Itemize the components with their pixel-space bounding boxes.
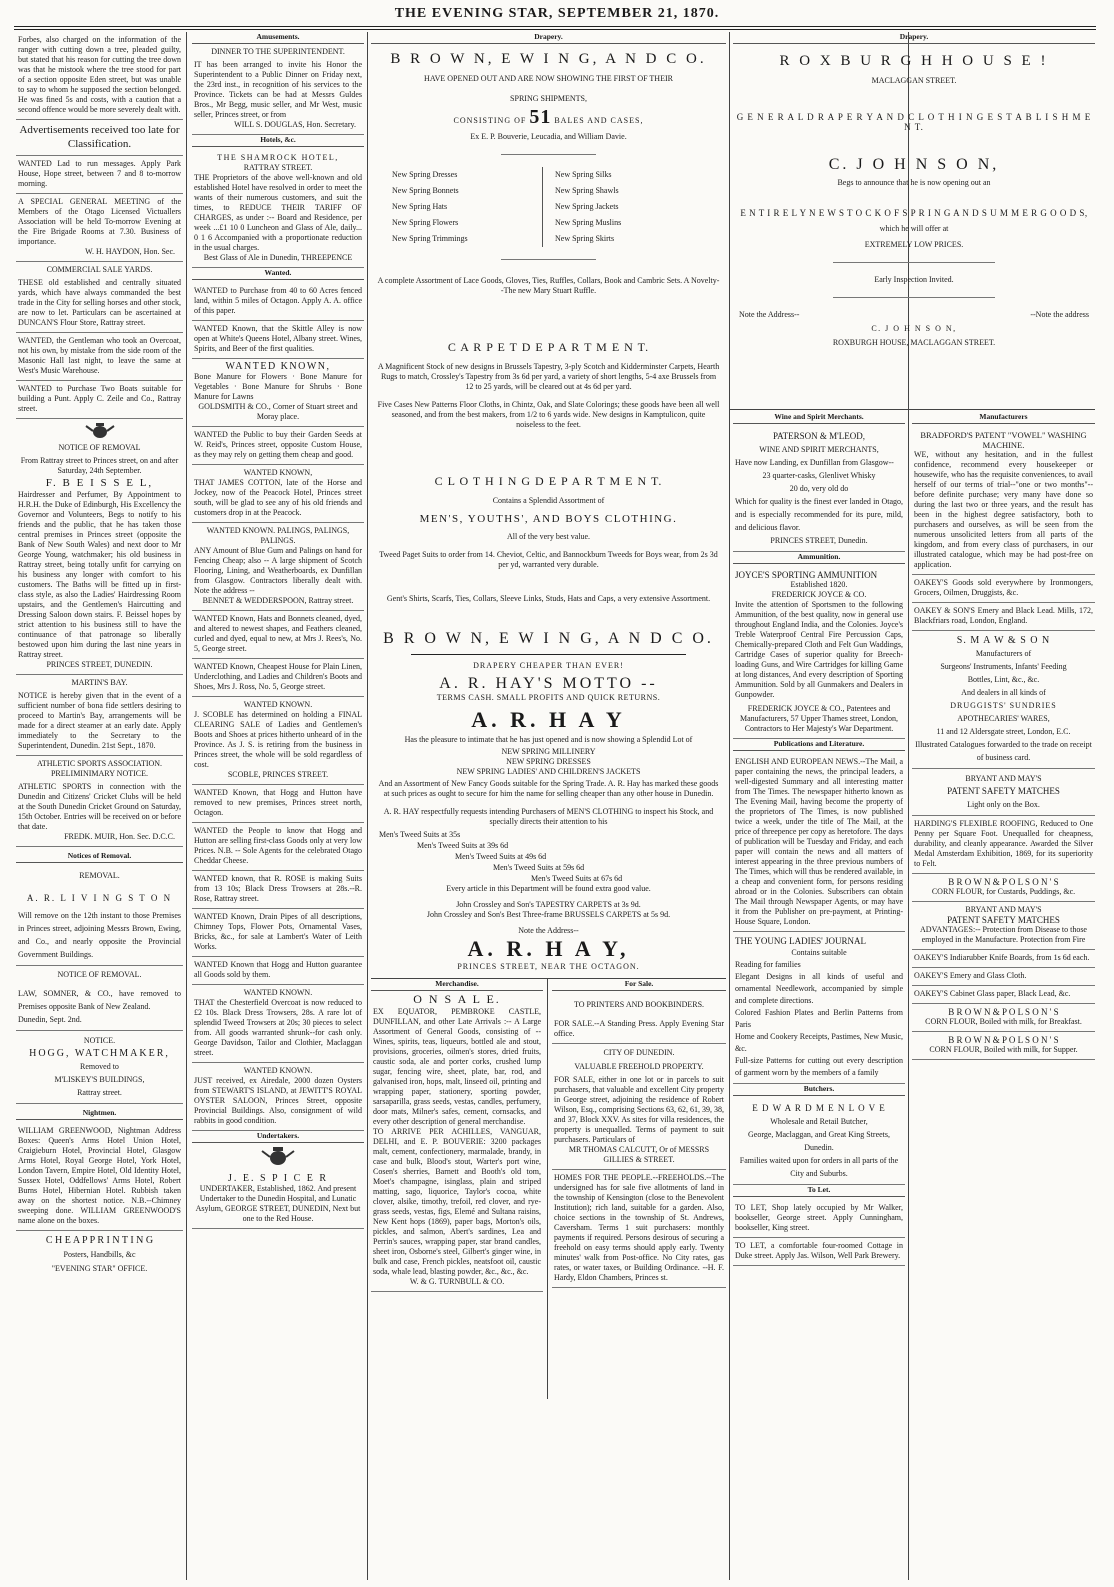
ad-forsale (552, 1170, 726, 1288)
ad-wanted (192, 823, 364, 871)
ad-text: OAKEY'S Emery and Glass Cloth. (914, 971, 1027, 980)
ad-text: A SPECIAL GENERAL MEETING of the Members of the Otago Licensed Victuallers Association will be held To-morrow Evening at the Fire Brigade Rooms at 7.30. Business of importance. (18, 197, 181, 246)
ad-title: WANTED KNOWN. PALINGS, PALINGS, PALINGS. (206, 526, 350, 545)
ad-text: NOTICE is hereby given that in the event of a sufficient number of bona fide settlers desiring to proceed to Martin's Bay, arrangements will be made for a direct steamer at an early date. Apply immediately to the Secretary to the Superintendent, Dunedin. 21st Sept., 1870. (18, 691, 181, 750)
ad-text: ATHLETIC SPORTS in connection with the Dunedin and Citizens' Cricket Clubs will be held at the South Dunedin Cricket Ground on Saturday, 15th October. Entries will be received on or before that date. (18, 782, 181, 831)
ad-text: WANTED to Purchase from 40 to 60 Acres fenced land, within 5 miles of Octagon. Apply A. A. office of this paper. (194, 286, 362, 315)
ad-title: NOTICE. (83, 1036, 116, 1045)
ad-wanted (192, 697, 364, 785)
ad-text: WANTED Known, Hats and Bonnets cleaned, dyed, and altered to newest shapes, and Feathers cleaned, curled and dyed, equal to new, at Mrs J. Rees's, No. 5, George street. (194, 614, 362, 653)
news-text: Forbes, also charged on the information of the ranger with cutting down a tree, pleaded guilty, but stated that his reason for cutting the tree down was that he mistook where the tree stood for part of a section opposite Eden street, but was unable to say to whom he supposed the section belonged. He was fined 5s and costs, with a caution that a second offence would be more severely dealt with. (18, 35, 181, 114)
divider (411, 654, 686, 655)
spring-list-left (392, 167, 543, 247)
ad-text: THAT JAMES COTTON, late of the Horse and Jockey, now of the Peacock Hotel, Princes street south, will be glad to see any of his old friends and customers drop in at the Peacock. (194, 478, 362, 517)
bec-title: B R O W N, E W I N G, A N D C O. (390, 51, 707, 67)
rh-line: ROXBURGH HOUSE, MACLAGGAN STREET. (832, 338, 996, 347)
ad-signature: W. & G. TURNBULL & CO. (409, 1277, 505, 1286)
ad-title: E D W A R D M E N L O V E (752, 1103, 886, 1113)
hay-text: Has the pleasure to intimate that he has just opened and is now showing a Splendid Lot of (404, 735, 693, 744)
rh-line: --Note the address (1030, 310, 1089, 319)
rh-line: C. J O H N S O N, (871, 324, 957, 333)
csy-title: COMMERCIAL SALE YARDS. (46, 265, 153, 274)
ad-title: C H E A P P R I N T I N G (45, 1235, 154, 1246)
ad-text: Bottles, Lint, &c., &c. (967, 675, 1040, 684)
ad-hogg (16, 1031, 183, 1104)
ad-signature: W. H. HAYDON, Hon. Sec. (85, 247, 175, 256)
ad-title: WANTED KNOWN. (243, 988, 313, 997)
athletic-title: ATHLETIC SPORTS ASSOCIATION. (36, 759, 163, 768)
ad-text: WANTED Known, Drain Pipes of all descriptions, Chimney Tops, Flower Pots, Ornamental Vases, Bricks, &c., for sale at Lambert's Water of Leith Works. (194, 912, 362, 951)
ad-wanted (192, 871, 364, 909)
ad-text: APOTHECARIES' WARES, (957, 714, 1050, 723)
ad-title: B R O W N & P O L S O N ' S (948, 1007, 1059, 1017)
spring-item: New Spring Muslins (555, 218, 622, 227)
section-header: Merchandise. (371, 979, 543, 991)
column-5 (912, 412, 1095, 1580)
ad-text: LAW, SOMNER, & CO., have removed to Premises opposite Bank of New Zealand. (18, 989, 181, 1011)
ad-martins-bay (16, 688, 183, 756)
ad-wanted (192, 321, 364, 359)
ad-cheap-printing (16, 1231, 183, 1276)
ad-tolet (733, 1238, 905, 1266)
ad-text: Light only on the Box. (967, 800, 1040, 809)
rh-line: MACLAGGAN STREET. (871, 76, 957, 85)
ad-wanted (192, 785, 364, 823)
ad-signature: MR THOMAS CALCUTT, Or of MESSRS GILLIES & STREET. (568, 1145, 710, 1164)
spring-list (371, 167, 726, 247)
ad-text: Illustrated Catalogues forwarded to the trade on receipt of business card. (915, 740, 1092, 762)
ad-wanted (192, 523, 364, 611)
ad-signature: BENNET & WEDDERSPOON, Rattray street. (202, 596, 354, 605)
ad-text: WANTED Known, that Hogg and Hutton have removed to new premises, Princes street north, Octagon. (194, 788, 362, 817)
ad-victuallers (16, 194, 183, 262)
ad-oakey (912, 575, 1095, 603)
column-rule (186, 32, 187, 1580)
martins-title: MARTIN'S BAY. (71, 678, 128, 687)
ad-text: JUST received, ex Airedale, 2000 dozen Oysters from STEWART'S ISLAND, at JEWITT'S ROYAL OYSTER SALOON, Princes Street, opposite Provincial Buildings. Also, consignment of wild rabbits in good condition. (194, 1076, 362, 1125)
hay-name: A. R. H A Y, (467, 936, 630, 961)
ad-brown-polson (912, 874, 1095, 902)
ad-title: WANTED KNOWN. (243, 1066, 313, 1075)
ad-brown-polson (912, 1032, 1095, 1060)
section-header: Notices of Removal. (16, 851, 183, 863)
ad-wanted (192, 611, 364, 659)
ad-text: Posters, Handbills, &c (63, 1250, 136, 1259)
section-header: Manufacturers (912, 412, 1095, 424)
ad-text: FREDERICK JOYCE & CO. (771, 590, 867, 599)
ad-joyce (733, 567, 905, 739)
ad-text: HARDING'S FLEXIBLE ROOFING, Reduced to One Penny per Square Foot. Unequalled for cheapness, durability, and cleanly appearance. Awarded the Silver Medal Amsterdam Exhibition, 1869, for its superiority to Felt. (914, 819, 1093, 868)
ad-title: JOYCE'S SPORTING AMMUNITION (735, 570, 878, 580)
ad-text: Manufacturers of (975, 649, 1032, 658)
ad-text: WANTED Known, that the Skittle Alley is now open at White's Queens Hotel, Albany street. Wines, Spirits, and Beer of the first qualities. (194, 324, 362, 353)
royal-crest-icon (83, 422, 117, 440)
column-2 (192, 32, 364, 1580)
removal-title: NOTICE OF REMOVAL (58, 443, 141, 452)
column-rule (367, 32, 368, 1580)
ad-text: ADVANTAGES:-- Protection from Disease to those employed in the Manufacture. Protection from Fire (920, 925, 1087, 944)
ad-title: S. M A W & S O N (956, 635, 1051, 646)
spring-item: New Spring Bonnets (392, 186, 459, 195)
ad-wanted (192, 465, 364, 523)
section-header: Drapery. (733, 32, 1095, 44)
ad-text: TO LET, a comfortable four-roomed Cottage in Duke street. Apply Jas. Wilson, Well Park Brewery. (735, 1241, 903, 1260)
ad-beissel (16, 453, 183, 675)
hay-text: NEW SPRING LADIES' AND CHILDREN'S JACKETS (456, 767, 641, 776)
carpet-text: Five Cases New Patterns Floor Cloths, in Chintz, Oak, and Slate Colorings; these goods have been all well seasoned, and from the best makers, from 1/2 to 6 yards wide. New designs in Kamptulicon, quite noiseless to the feet. (377, 400, 720, 429)
cj-title: C. J O H N S O N, (828, 156, 1000, 173)
fs-subtitle: VALUABLE FREEHOLD PROPERTY. (574, 1062, 704, 1071)
ad-onsale (371, 1004, 543, 1292)
hay-text: And an Assortment of New Fancy Goods suitable for the Spring Trade. A. R. Hay has marked these goods at such prices as ought to secure for him the name for selling cheaper than any other house in Dunedin. (378, 779, 719, 798)
royal-crest-icon (258, 1146, 298, 1168)
ad-text: WANTED to Purchase Two Boats suitable for building a Punt. Apply C. Zeile and Co., Rattray street. (18, 384, 181, 413)
ad-text: Wholesale and Retail Butcher, (770, 1117, 868, 1126)
ad-mail (733, 754, 905, 932)
ad-text: 23 quarter-casks, Glenlivet Whisky (762, 471, 876, 480)
removal-heading: REMOVAL. (79, 871, 120, 880)
suit-price: Men's Tweed Suits at 39s 6d (417, 841, 509, 850)
ad-text: FREDERICK JOYCE & CO., Patentees and Manufacturers, 57 Upper Thames street, London, Contractors to Her Majesty's War Department. (739, 704, 899, 733)
dinner-title: DINNER TO THE SUPERINTENDENT. (211, 47, 345, 56)
ad-address: PRINCES STREET, DUNEDIN. (46, 660, 153, 669)
spring-item: New Spring Hats (392, 202, 448, 211)
suit-price: Men's Tweed Suits at 59s 6d (493, 863, 585, 872)
spring-item: New Spring Flowers (392, 218, 459, 227)
ad-text: Surgeons' Instruments, Infants' Feeding (940, 662, 1067, 671)
ad-oakey (912, 986, 1095, 1004)
hay-name: A. R. H A Y (471, 707, 626, 732)
ad-text: M'LISKEY'S BUILDINGS, (54, 1075, 145, 1084)
rh-line: G E N E R A L D R A P E R Y A N D C L O T H I N G E S T A B L I S H M E N T. (736, 112, 1092, 132)
ad-signature: WILL S. DOUGLAS, Hon. Secretary. (234, 120, 356, 129)
ad-signature: GOLDSMITH & CO., Corner of Stuart street and Moray place. (198, 402, 358, 421)
ad-text: WANTED known, that R. ROSE is making Suits from 13 10s; Black Dress Trowsers at 28s.--R. Rose, Rattray street. (194, 874, 362, 903)
ad-text: Will remove on the 12th instant to those Premises in Princes street, adjoining Messrs Brown, Ewing, and Co., and nearly opposite the Provincial Government Buildings. (18, 911, 181, 959)
spring-item: New Spring Silks (555, 170, 612, 179)
clothing-text: Contains a Splendid Assortment of (492, 496, 605, 505)
address-note (733, 310, 1095, 320)
divider (501, 154, 596, 155)
ad-title: PATENT SAFETY MATCHES (947, 786, 1060, 796)
ad-sale-yards (16, 275, 183, 333)
ad-text: RATTRAY STREET. (243, 163, 313, 172)
ad-text: Bone Manure for Flowers · Bone Manure for Vegetables · Bone Manure for Shrubs · Bone Manure for Lawns (194, 372, 362, 401)
section-header: Drapery. (371, 32, 726, 44)
suit-price: Men's Tweed Suits at 67s 6d (531, 874, 623, 883)
divider (833, 297, 995, 298)
roxburgh-block (733, 32, 1095, 412)
hogg-name: HOGG, WATCHMAKER, (29, 1048, 170, 1059)
suit-price: Men's Tweed Suits at 49s 6d (455, 852, 547, 861)
suits-list (371, 829, 726, 884)
section-header: Publications and Literature. (733, 739, 905, 751)
news-paragraph (16, 32, 183, 120)
ad-text: Contains suitable (791, 948, 847, 957)
ad-brown-polson (912, 1004, 1095, 1032)
ad-wanted (192, 985, 364, 1063)
ad-text: HOMES FOR THE PEOPLE.--FREEHOLDS.--The undersigned has for sale five allotments of land in the township of Kensington (close to the Benevolent Institution); rich land, suitable for a garden. Also, choice sections in the township of St. Andrews, Caversham. Terms 1 suit purchasers: monthly payments if required. Persons desirous of securing a freehold on easy terms should apply early. Twenty minutes' walk from Post-office. No City rates, gas rates, or water taxes, or Building Ordinance. --H. F. Hardy, Eldon Chambers, Princes st. (554, 1173, 724, 1282)
ad-oakey (912, 950, 1095, 968)
ad-title: WANTED KNOWN, (225, 361, 331, 372)
rh-line: Begs to announce that he is now opening out an (837, 178, 991, 187)
onsale-title: O N S A L E. (413, 992, 501, 1006)
carpet-title: C A R P E T D E P A R T M E N T. (447, 340, 650, 354)
ad-text: FOR SALE.--A Standing Press. Apply Evening Star office. (554, 1019, 724, 1038)
lace-text: A complete Assortment of Lace Goods, Gloves, Ties, Ruffles, Collars, Book and Cambric Sets. A Novelty--The new Mary Stuart Ruffle. (377, 276, 720, 295)
ad-dinner (192, 57, 364, 135)
ad-title: WANTED KNOWN. (243, 700, 313, 709)
ad-text: 20 do, very old do (789, 484, 849, 493)
spring-item: New Spring Trimmings (392, 234, 468, 243)
section-header: Wine and Spirit Merchants. (733, 412, 905, 424)
ad-oakey (912, 603, 1095, 631)
section-header: For Sale. (552, 979, 726, 991)
section-header: Hotels, &c. (192, 135, 364, 147)
ad-title: BRYANT AND MAY'S (965, 774, 1042, 783)
fs-title: TO PRINTERS AND BOOKBINDERS. (573, 1000, 705, 1009)
ad-shamrock (192, 150, 364, 268)
column-1 (16, 32, 183, 1580)
suit-price: Men's Tweed Suits at 35s (379, 830, 461, 839)
ad-text: Have now Landing, ex Dunfillan from Glasgow-- (735, 458, 894, 467)
bec-line: SPRING SHIPMENTS, (510, 94, 587, 103)
ad-signature: SCOBLE, PRINCES STREET. (227, 770, 329, 779)
ad-title: WANTED KNOWN, (243, 468, 313, 477)
ad-text: ANY Amount of Blue Gum and Palings on hand for Fencing Cheap; also -- A large shipment of Scotch Flooring, Lining, and Weatherboards, ex Dunfillan from Glasgow. Contractors liberally dealt with. Note the address -- (194, 546, 362, 595)
livingston-name: A. R. L I V I N G S T O N (26, 893, 173, 903)
ad-text: FOR SALE, either in one lot or in parcels to suit purchasers, that valuable and excellent City property in George street, adjoining the residence of Robert Wilson, Esq., comprising Sections 63, 62, 61, 39, 38, and 37, Block XXV. As sites for villa residences, the property is unequalled. Terms of payment to suit purchasers. Particulars of (554, 1075, 724, 1144)
section-header: Wanted. (192, 268, 364, 280)
ad-athletic (16, 779, 183, 847)
ad-text: J. SCOBLE has determined on holding a FINAL CLEARING SALE of Ladies and Gentlemen's Boots and Shoes at prices hitherto unheard of in the Province. As J. S. is retiring from the business in Princes street, the whole will be sold regardless of cost. (194, 710, 362, 769)
ad-title: THE SHAMROCK HOTEL, (217, 153, 339, 162)
ad-text: UNDERTAKER, Established, 1862. And present Undertaker to the Dunedin Hospital, and Lunatic Asylum, GEORGE STREET, DUNEDIN, Next but one to the Red House. (195, 1184, 361, 1223)
section-header: Ammunition. (733, 552, 905, 564)
ad-text: OAKEY'S Goods sold everywhere by Ironmongers, Grocers, Oilmen, Druggists, &c. (914, 578, 1093, 597)
ad-wanted (192, 427, 364, 465)
ad-text: Reading for families (735, 960, 801, 969)
ad-wanted (192, 359, 364, 427)
ad-livingston (16, 889, 183, 966)
bec-signature: B R O W N, E W I N G, A N D C O. (383, 630, 714, 647)
ad-text: CORN FLOUR, Boiled with milk, for Breakfast. (925, 1017, 1082, 1026)
ad-law-somner (16, 984, 183, 1031)
ad-oakey (912, 968, 1095, 986)
ad-text: OAKEY'S Indiarubber Knife Boards, from 1s 6d each. (914, 953, 1090, 962)
nor-title: NOTICE OF REMOVAL. (57, 970, 142, 979)
clothing-text: All of the very best value. (506, 532, 591, 541)
ad-text: ENGLISH AND EUROPEAN NEWS.--The Mail, a paper containing the news, the principal leaders, a well-digested Summary and all interesting matter from The Times. The newspaper hitherto known as The Evening Mail, having become the property of the proprietors of The Times, is now published twice a week, under the title of The Mail, at the price of threepence per copy as heretofore. The days of publication will be Tuesday and Friday, and each paper will contain the news and all matters of interest appearing in the three previous numbers of The Times, which will thus be rendered available, in a cheap and convenient form, for persons residing abroad or in the Colonies. Subscribers can obtain The Mail through Newspaper Agents, or may have it from the Publisher on pre-payment, at Printing-House Square, London. (735, 757, 903, 926)
spring-item: New Spring Shawls (555, 186, 619, 195)
ad-forsale (552, 1016, 726, 1044)
ad-text: Established 1820. (790, 580, 848, 589)
spring-list-right (555, 167, 705, 247)
column-4 (733, 412, 905, 1580)
ad-text: And dealers in all kinds of (961, 688, 1046, 697)
ad-text: IT has been arranged to invite his Honor the Superintendent to a Public Dinner on Friday next, the 23rd inst., in recognition of his services to the Province. Tickets can be had at Messrs Guldes Bros., Mr Begg, music seller, and Mr West, music seller, Princes street, or from (194, 60, 362, 119)
section-header: Amusements. (192, 32, 364, 44)
ad-text: CORN FLOUR, for Custards, Puddings, &c. (931, 887, 1076, 896)
ad-text: THE Proprietors of the above well-known and old established Hotel have resolved in order to meet the wants of their numerous customers, and suit the times, to REDUCE THEIR TARIFF OF CHARGES, as under :-- Board and Residence, per week ...£1 10 0 Luncheon and Glass of Ale, daily... 0 1 6 Accompanied with a proportionate reduction in the usual charges. (194, 173, 362, 252)
ad-menlove (733, 1099, 905, 1185)
ad-text: DRUGGISTS' SUNDRIES (950, 701, 1057, 710)
clothing-title: C L O T H I N G D E P A R T M E N T. (434, 474, 663, 488)
carpet-text: A Magnificent Stock of new designs in Brussels Tapestry, 3-ply Scotch and Kidderminster Carpets, Hearth Rugs to match, Crossley's Tapestry from 3s 6d per yard, a variety of short lengths, 5-4 axe Brussels from 12 to 25 yards, will be cleared out at 4s 6d per yard. (377, 362, 720, 391)
rh-line: E N T I R E L Y N E W S T O C K O F S P R I N G A N D S U M M E R G O O D S, (740, 208, 1088, 218)
ad-title: B R O W N & P O L S O N ' S (948, 877, 1059, 887)
rh-title: R O X B U R G H H O U S E ! (779, 53, 1049, 69)
clothing-text: Tweed Paget Suits to order from 14. Cheviot, Celtic, and Bannockburn Tweeds for Boys wear, from 2s 3d per yd, warranted very durable. (379, 550, 718, 569)
rh-line: which he will offer at (879, 224, 949, 233)
hay-text: NEW SPRING DRESSES (506, 757, 591, 766)
ad-wanted (192, 957, 364, 985)
ad-bradford (912, 427, 1095, 575)
hay-text: John Crossley and Son's TAPESTRY CARPETS at 3s 9d. (456, 900, 641, 909)
beissel-name: F. B E I S S E L, (45, 477, 154, 489)
spring-item: New Spring Jackets (555, 202, 619, 211)
ad-text: THESE old established and centrally situated yards, which have always commanded the best trade in the City for selling horses and other stock, are now to let. Particulars can be ascertained at DUNCAN'S Flour Store, Rattray street. (18, 278, 181, 327)
ad-text: Removed to (80, 1062, 119, 1071)
ad-wanted (192, 283, 364, 321)
hay-text: NEW SPRING MILLINERY (501, 747, 596, 756)
hay-text: A. R. HAY respectfully requests intending Purchasers of MEN'S CLOTHING to inspect his Stock, and specially directs their attention to his (383, 807, 714, 826)
ad-text: Which for quality is the finest ever landed in Otago, and is especially recommended for its pure, mild, and delicious flavor. (735, 497, 903, 532)
ad-text: WILLIAM GREENWOOD, Nightman Address Boxes: Queen's Arms Hotel Union Hotel, Craigieburn Hotel, Provincial Hotel, Glasgow Arms Hotel, Royal George Hotel, York Hotel, London Tavern, Empire Hotel, Old Identity Hotel, Sussex Hotel, Oddfellows' Arms Hotel, Robert Burns Hotel, Hibernian Hotel. Rubbish taken away on the shortest notice. N.B.--Chimney sweeping done. WILLIAM GREENWOOD'S name alone on the boxes. (18, 1126, 181, 1225)
ad-text: George, Maclaggan, and Great King Streets, Dunedin. (747, 1130, 891, 1152)
ad-text: "EVENING STAR" OFFICE. (51, 1264, 148, 1273)
ad-text: Colored Fashion Plates and Berlin Patterns from Paris (735, 1008, 903, 1029)
ad-greenwood (16, 1123, 183, 1231)
ad-forsale (552, 1072, 726, 1170)
ad-text: WANTED Known, Cheapest House for Plain Linen, Underclothing, and Ladies and Children's Boots and Shoes, Mrs J. Ross, No. 5, George street. (194, 662, 362, 691)
divider (833, 262, 995, 263)
ad-text: Hairdresser and Perfumer, By Appointment to H.R.H. the Duke of Edinburgh, His Excellency the Governor and Volunteers, Begs to notify to his friends and the public, that he has taken those central premises in Princes street (opposite the Bank of New South Wales) and next door to Mr George Young, watchmaker; his old business in Rattray street, being totally unfit for carrying on his business any longer with comfort to his customers. The Baths will be fitted up in first-class style, as also the Ladies' Hairdressing Room upstairs, and the Gentlemen's Haircutting and Dressing Saloon down stairs. F. Beissel hopes by strict attention to his business still to have the continuance of that patronage so liberally bestowed upon him during the last nine years in Rattray street. (18, 490, 181, 659)
spring-item: New Spring Skirts (555, 234, 615, 243)
ad-text: WANTED Lad to run messages. Apply Park House, Hope street, between 7 and 8 to-morrow morning. (18, 159, 181, 188)
hay-motto: A. R. HAY'S MOTTO -- (439, 675, 658, 692)
ad-text: Home and Cookery Receipts, Pastimes, New Music, &c. (735, 1032, 903, 1053)
ad-title: B R O W N & P O L S O N ' S (948, 1035, 1059, 1045)
block-rule (729, 409, 1095, 410)
ad-text: WANTED the Public to buy their Garden Seeds at W. Reid's, Princes street, opposite Custom House, as they may rely on getting them cheap and good. (194, 430, 362, 459)
ad-harding (912, 816, 1095, 874)
ad-text: PRINCES STREET, Dunedin. (770, 536, 868, 545)
ad-text: OAKEY'S Cabinet Glass paper, Black Lead, &c. (914, 989, 1071, 998)
ad-spicer (192, 1171, 364, 1229)
forsale-column (547, 979, 726, 1399)
hay-address: PRINCES STREET, NEAR THE OCTAGON. (457, 962, 640, 971)
ad-boats (16, 381, 183, 419)
ad-title: PATERSON & M'LEOD, (772, 431, 866, 441)
rh-line: Note the Address-- (739, 310, 800, 319)
ad-title: PATENT SAFETY MATCHES (947, 915, 1060, 925)
ad-text: Invite the attention of Sportsmen to the following Ammunition, of the best quality, now in general use throughout England India, and the Colonies. Joyce's Treble Waterproof Central Fire Percussion Caps, Chemically-prepared Cloth and Felt Gun Waddings, Cartridge Cases of superior quality for Breech-loading Guns, and Wire Cartridges for killing Game at long distances, And every description of Sporting Ammunition. Sold by all Gunmakers and Dealers in Gunpowder. (735, 600, 903, 699)
ad-text: WANTED Known that Hogg and Hutton guarantee all Goods sold by them. (194, 960, 362, 979)
bec-count: 51 (529, 106, 552, 128)
ad-lad (16, 156, 183, 194)
ad-text: Rattray street. (77, 1088, 122, 1097)
lower-section (371, 978, 726, 1399)
ad-text: 11 and 12 Aldersgate street, London, E.C. (936, 727, 1071, 736)
ad-text: WE, without any hesitation, and in the fullest confidence, recommend every housekeeper or housewife, who has the requisite conveniences, to avail herself of our terms of trial--"one or two months"--before definite purchase; very many have done so during the last two or three years, and the result has been in the highest degree satisfactory, both to purchasers and ourselves, as will be seen from the numerous unsolicited letters from all parts of the kingdom, and from every class of purchasers, in our illustrated catalogue, which may be had post-free on application. (914, 450, 1093, 569)
bec-line: Ex E. P. Bouverie, Leucadia, and William Davie. (470, 132, 627, 141)
spicer-name: J. E. S P I C E R (227, 1173, 329, 1184)
late-title: Advertisements received too late for Classification. (16, 120, 183, 156)
ad-text: From Rattray street to Princes street, on and after Saturday, 24th September. (20, 456, 179, 475)
ad-text: Full-size Patterns for cutting out every description of garment worn by the members of a family (735, 1056, 903, 1077)
column-rule (729, 32, 730, 1580)
section-header: Butchers. (733, 1084, 905, 1096)
ad-young-ladies (733, 932, 905, 1084)
merchandise-column (371, 979, 543, 1292)
ad-text: WANTED the People to know that Hogg and Hutton are selling first-class Goods only at very low Prices. N.B. -- Sole Agents for the celebrated Otago Cheddar Cheese. (194, 826, 362, 865)
divider (501, 259, 596, 260)
hay-text: Note the Address-- (518, 926, 579, 935)
ad-wanted (192, 909, 364, 957)
ad-title: THE YOUNG LADIES' JOURNAL (735, 936, 867, 946)
ad-text: TO ARRIVE PER ACHILLES, VANGUAR, DELHI, and E. P. BOUVERIE: 3200 packages malt, cement, confectionery, marmalade, brandy, in case and bulk, Blood's stout, Warter's port wine, Cosen's sherries, Barnett and Booth's old tom, Moet's champagne, isinglass, plain and striped matting, sago, liquorice, Taylor's cocoa, white clover, alsike, timothy, trefoil, red clover, and rye-grass seeds, vestas, figs, Elemé and Sultana raisins, New Kent hops (1869), paper bags, Morton's oils, pickles, and salmon, Abert's sardines, Lea and Perrin's sauces, wrapping paper, star brand candles, sheet iron, Osborne's steel, Gilbert's ginger wine, in bulk and case, French pickles, neatsfoot oil, caustic soda, whale lead, blasting powder, &c., &c., &c. (373, 1127, 541, 1276)
hay-text: Every article in this Department will be found extra good value. (446, 884, 651, 893)
bec-line: CONSISTING OF (453, 116, 527, 125)
ad-tolet (733, 1200, 905, 1238)
column-3 (371, 32, 726, 1580)
hay-top: DRAPERY CHEAPER THAN EVER! (473, 661, 624, 670)
ad-text: OAKEY & SON'S Emery and Black Lead. Mills, 172, Blackfriars road, London, England. (914, 606, 1093, 625)
ad-wanted (192, 659, 364, 697)
ad-text: THAT the Chesterfield Overcoat is now reduced to £2 10s. Black Dress Trowsers, 28s. A rare lot of splendid Tweed Trowsers at 20s; 30 pieces to select from. All goods warranted shrunk--for cash only. George Davidson, Tailor and Clothier, Maclaggan street. (194, 998, 362, 1057)
section-header: To Let. (733, 1185, 905, 1197)
hay-terms: TERMS CASH. SMALL PROFITS AND QUICK RETURNS. (436, 693, 661, 702)
ad-overcoat (16, 333, 183, 381)
clothing-heading: MEN'S, YOUTHS', AND BOYS CLOTHING. (419, 513, 678, 525)
ad-text: CORN FLOUR, Boiled with milk, for Supper. (929, 1045, 1078, 1054)
rh-line: Early Inspection Invited. (874, 275, 954, 284)
ad-bryant-may (912, 902, 1095, 950)
ad-paterson (733, 427, 905, 552)
ad-text: WANTED, the Gentleman who took an Overcoat, not his own, by mistake from the side room of the Masonic Hall last night, to leave the same at West's Music Warehouse. (18, 336, 181, 375)
ad-text: WINE AND SPIRIT MERCHANTS, (759, 445, 879, 454)
athletic-subtitle: PRELIMINIMARY NOTICE. (50, 769, 149, 778)
section-header: Undertakers. (192, 1131, 364, 1143)
section-header: Nightmen. (16, 1108, 183, 1120)
ad-text: Best Glass of Ale in Dunedin, THREEPENCE (203, 253, 353, 262)
ad-title: BRADFORD'S PATENT "VOWEL" WASHING MACHINE. (920, 430, 1087, 450)
ad-text: Elegant Designs in all kinds of useful and ornamental Needlework, accompanied by simple and complete directions. (735, 972, 903, 1005)
ad-text: EX EQUATOR, PEMBROKE CASTLE, DUNFILLAN, and other Late Arrivals :-- A Large Assortment of General Goods, consisting of -- Wines, spirits, teas, liqueurs, bottled ale and stout, provisions, groceries, oilmen's stores, dried fruits, caustic soda, ale and porter corks, crushed lump sugar, fencing wire, sheet, plate, bar, rod, and galvanised iron, hops, malt, linseed oil, printing and wrapping paper, stationery, sporting powder, sarsaparilla, grass seeds, vestas, candles, perfumery, door mats, Milner's safes, cement, cornsacks, and every other description of general merchandise. (373, 1007, 541, 1126)
ad-date: Dunedin, Sept. 2nd. (18, 1015, 82, 1024)
bec-line: BALES AND CASES, (554, 116, 644, 125)
ad-signature: FREDK. MUIR, Hon. Sec. D.C.C. (64, 832, 175, 841)
ad-text: TO LET, Shop lately occupied by Mr Walker, bookseller, George street. Apply Cunningham, bookseller, King street. (735, 1203, 903, 1232)
bec-line: HAVE OPENED OUT AND ARE NOW SHOWING THE FIRST OF THEIR (424, 74, 673, 83)
spring-item: New Spring Dresses (392, 170, 458, 179)
masthead: THE EVENING STAR, SEPTEMBER 21, 1870. (394, 6, 720, 21)
ad-text: Families waited upon for orders in all parts of the City and Suburbs. (739, 1156, 899, 1178)
fs-title: CITY OF DUNEDIN. (603, 1048, 675, 1057)
ad-maw (912, 631, 1095, 769)
ad-bryant-may (912, 769, 1095, 816)
rh-line: EXTREMELY LOW PRICES. (864, 240, 964, 249)
hay-text: John Crossley and Son's Best Three-frame BRUSSELS CARPETS at 5s 9d. (426, 910, 671, 919)
ad-title: BRYANT AND MAY'S (965, 905, 1042, 914)
ad-wanted (192, 1063, 364, 1131)
masthead-rule (14, 26, 1096, 30)
clothing-text: Gent's Shirts, Scarfs, Ties, Collars, Sleeve Links, Studs, Hats and Caps, a very extensive Assortment. (386, 594, 711, 603)
